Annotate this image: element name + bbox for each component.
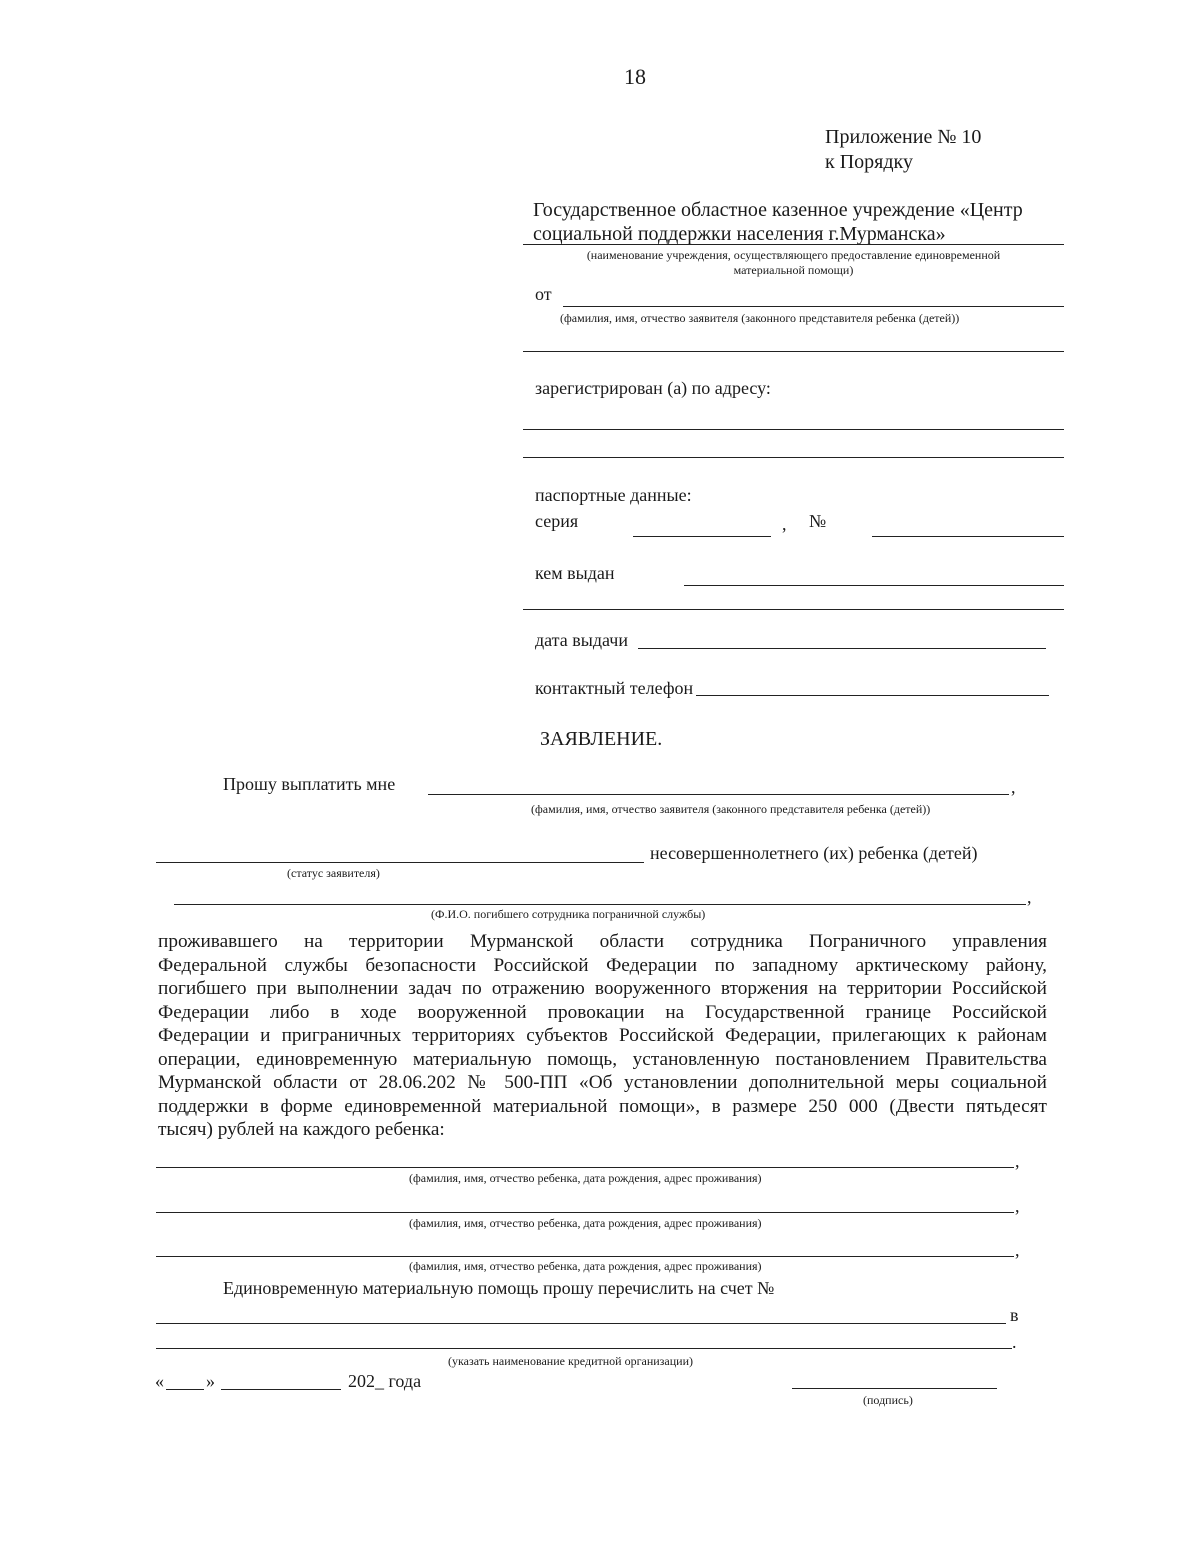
from-field[interactable] (563, 306, 1064, 307)
date-open-quote: « (155, 1371, 164, 1391)
child-comma-3: , (1015, 1240, 1020, 1260)
bank-period: . (1012, 1332, 1017, 1352)
child-caption-1: (фамилия, имя, отчество ребенка, дата рождения, адрес проживания) (409, 1171, 762, 1185)
child-field-1[interactable] (156, 1167, 1014, 1168)
institution-caption-line1: (наименование учреждения, осуществляющего предоставление единовременной (586, 248, 1001, 262)
passport-label: паспортные данные: (535, 485, 692, 505)
institution-underline (523, 244, 1064, 245)
body-line: Мурманской области от 28.06.202 № 500-ПП «Об установлении дополнительной меры социальной (158, 1072, 1047, 1093)
appendix-line1: Приложение № 10 (825, 126, 982, 148)
body-line: проживавшего на территории Мурманской области сотрудника Пограничного управления (158, 931, 1047, 952)
applicant-name-caption: (фамилия, имя, отчество заявителя (законного представителя ребенка (детей)) (531, 802, 931, 816)
issued-by-field-line2[interactable] (523, 609, 1064, 610)
child-caption-3: (фамилия, имя, отчество ребенка, дата рождения, адрес проживания) (409, 1259, 762, 1273)
address-label: зарегистрирован (а) по адресу: (535, 378, 771, 398)
request-comma: , (1011, 777, 1016, 797)
address-field-line1[interactable] (523, 429, 1064, 430)
status-caption: (статус заявителя) (287, 866, 380, 880)
child-field-2[interactable] (156, 1212, 1014, 1213)
date-day-field[interactable] (166, 1389, 204, 1390)
child-comma-1: , (1015, 1151, 1020, 1171)
issued-by-field[interactable] (684, 585, 1064, 586)
from-caption: (фамилия, имя, отчество заявителя (законного представителя ребенка (детей)) (560, 311, 960, 325)
appendix-line2: к Порядку (825, 151, 913, 173)
document-title: ЗАЯВЛЕНИЕ. (540, 728, 663, 750)
phone-label: контактный телефон (535, 678, 694, 698)
number-field[interactable] (872, 536, 1064, 537)
child-comma-2: , (1015, 1196, 1020, 1216)
applicant-status-field[interactable] (156, 862, 644, 863)
deceased-name-field[interactable] (174, 904, 1026, 905)
request-lead: Прошу выплатить мне (223, 774, 396, 794)
body-line: Федерации либо в ходе вооруженной провокации на Государственной границе Российской (158, 1001, 1047, 1023)
body-line: Федеральной службы безопасности Российской Федерации по западному арктическому району, (158, 954, 1047, 976)
institution-line1: Государственное областное казенное учреждение «Центр (533, 199, 1023, 221)
child-caption-2: (фамилия, имя, отчество ребенка, дата рождения, адрес проживания) (409, 1216, 762, 1230)
series-comma: , (782, 514, 787, 534)
account-field[interactable] (156, 1323, 1006, 1324)
date-year-text: 202_ года (348, 1371, 422, 1391)
body-line: операции, единовременную материальную помощь, установленную постановлением Правительства (158, 1048, 1047, 1070)
body-line: погибшего при выполнении задач по отражению вооруженного вторжения на территории Российской (158, 978, 1047, 999)
address-field-line2[interactable] (523, 457, 1064, 458)
applicant-name-field[interactable] (428, 794, 1009, 795)
institution-caption-line2: материальной помощи) (733, 263, 854, 277)
bank-caption: (указать наименование кредитной организации) (448, 1354, 693, 1368)
institution-line2: социальной поддержки населения г.Мурманска» (533, 223, 946, 245)
bank-field[interactable] (156, 1348, 1012, 1349)
deceased-comma: , (1027, 887, 1032, 907)
signature-field[interactable] (792, 1388, 997, 1389)
series-label: серия (535, 511, 579, 531)
issued-by-label: кем выдан (535, 563, 615, 583)
issue-date-field[interactable] (638, 648, 1046, 649)
body-paragraph (158, 930, 1047, 1142)
number-label: № (809, 511, 827, 531)
phone-field[interactable] (696, 695, 1049, 696)
from-field-line2[interactable] (523, 351, 1064, 352)
date-month-field[interactable] (221, 1389, 341, 1390)
deceased-caption: (Ф.И.О. погибшего сотрудника пограничной службы) (431, 907, 706, 921)
payment-in-letter: в (1010, 1305, 1019, 1325)
from-label: от (535, 284, 552, 304)
payment-text: Единовременную материальную помощь прошу перечислить на счет № (223, 1278, 775, 1298)
body-line: тысяч) рублей на каждого ребенка: (158, 1119, 445, 1140)
body-line: Федерации и приграничных территориях субъектов Российской Федерации, прилегающих к районам (158, 1025, 1047, 1046)
issue-date-label: дата выдачи (535, 630, 628, 650)
minor-text: несовершеннолетнего (их) ребенка (детей) (650, 843, 978, 863)
signature-caption: (подпись) (863, 1393, 913, 1407)
body-line: поддержки в форме единовременной материальной помощи», в размере 250 000 (Двести пятьдесят (158, 1095, 1047, 1117)
series-field[interactable] (633, 536, 771, 537)
page-number: 18 (624, 64, 646, 89)
date-close-quote: » (206, 1371, 215, 1391)
child-field-3[interactable] (156, 1256, 1014, 1257)
